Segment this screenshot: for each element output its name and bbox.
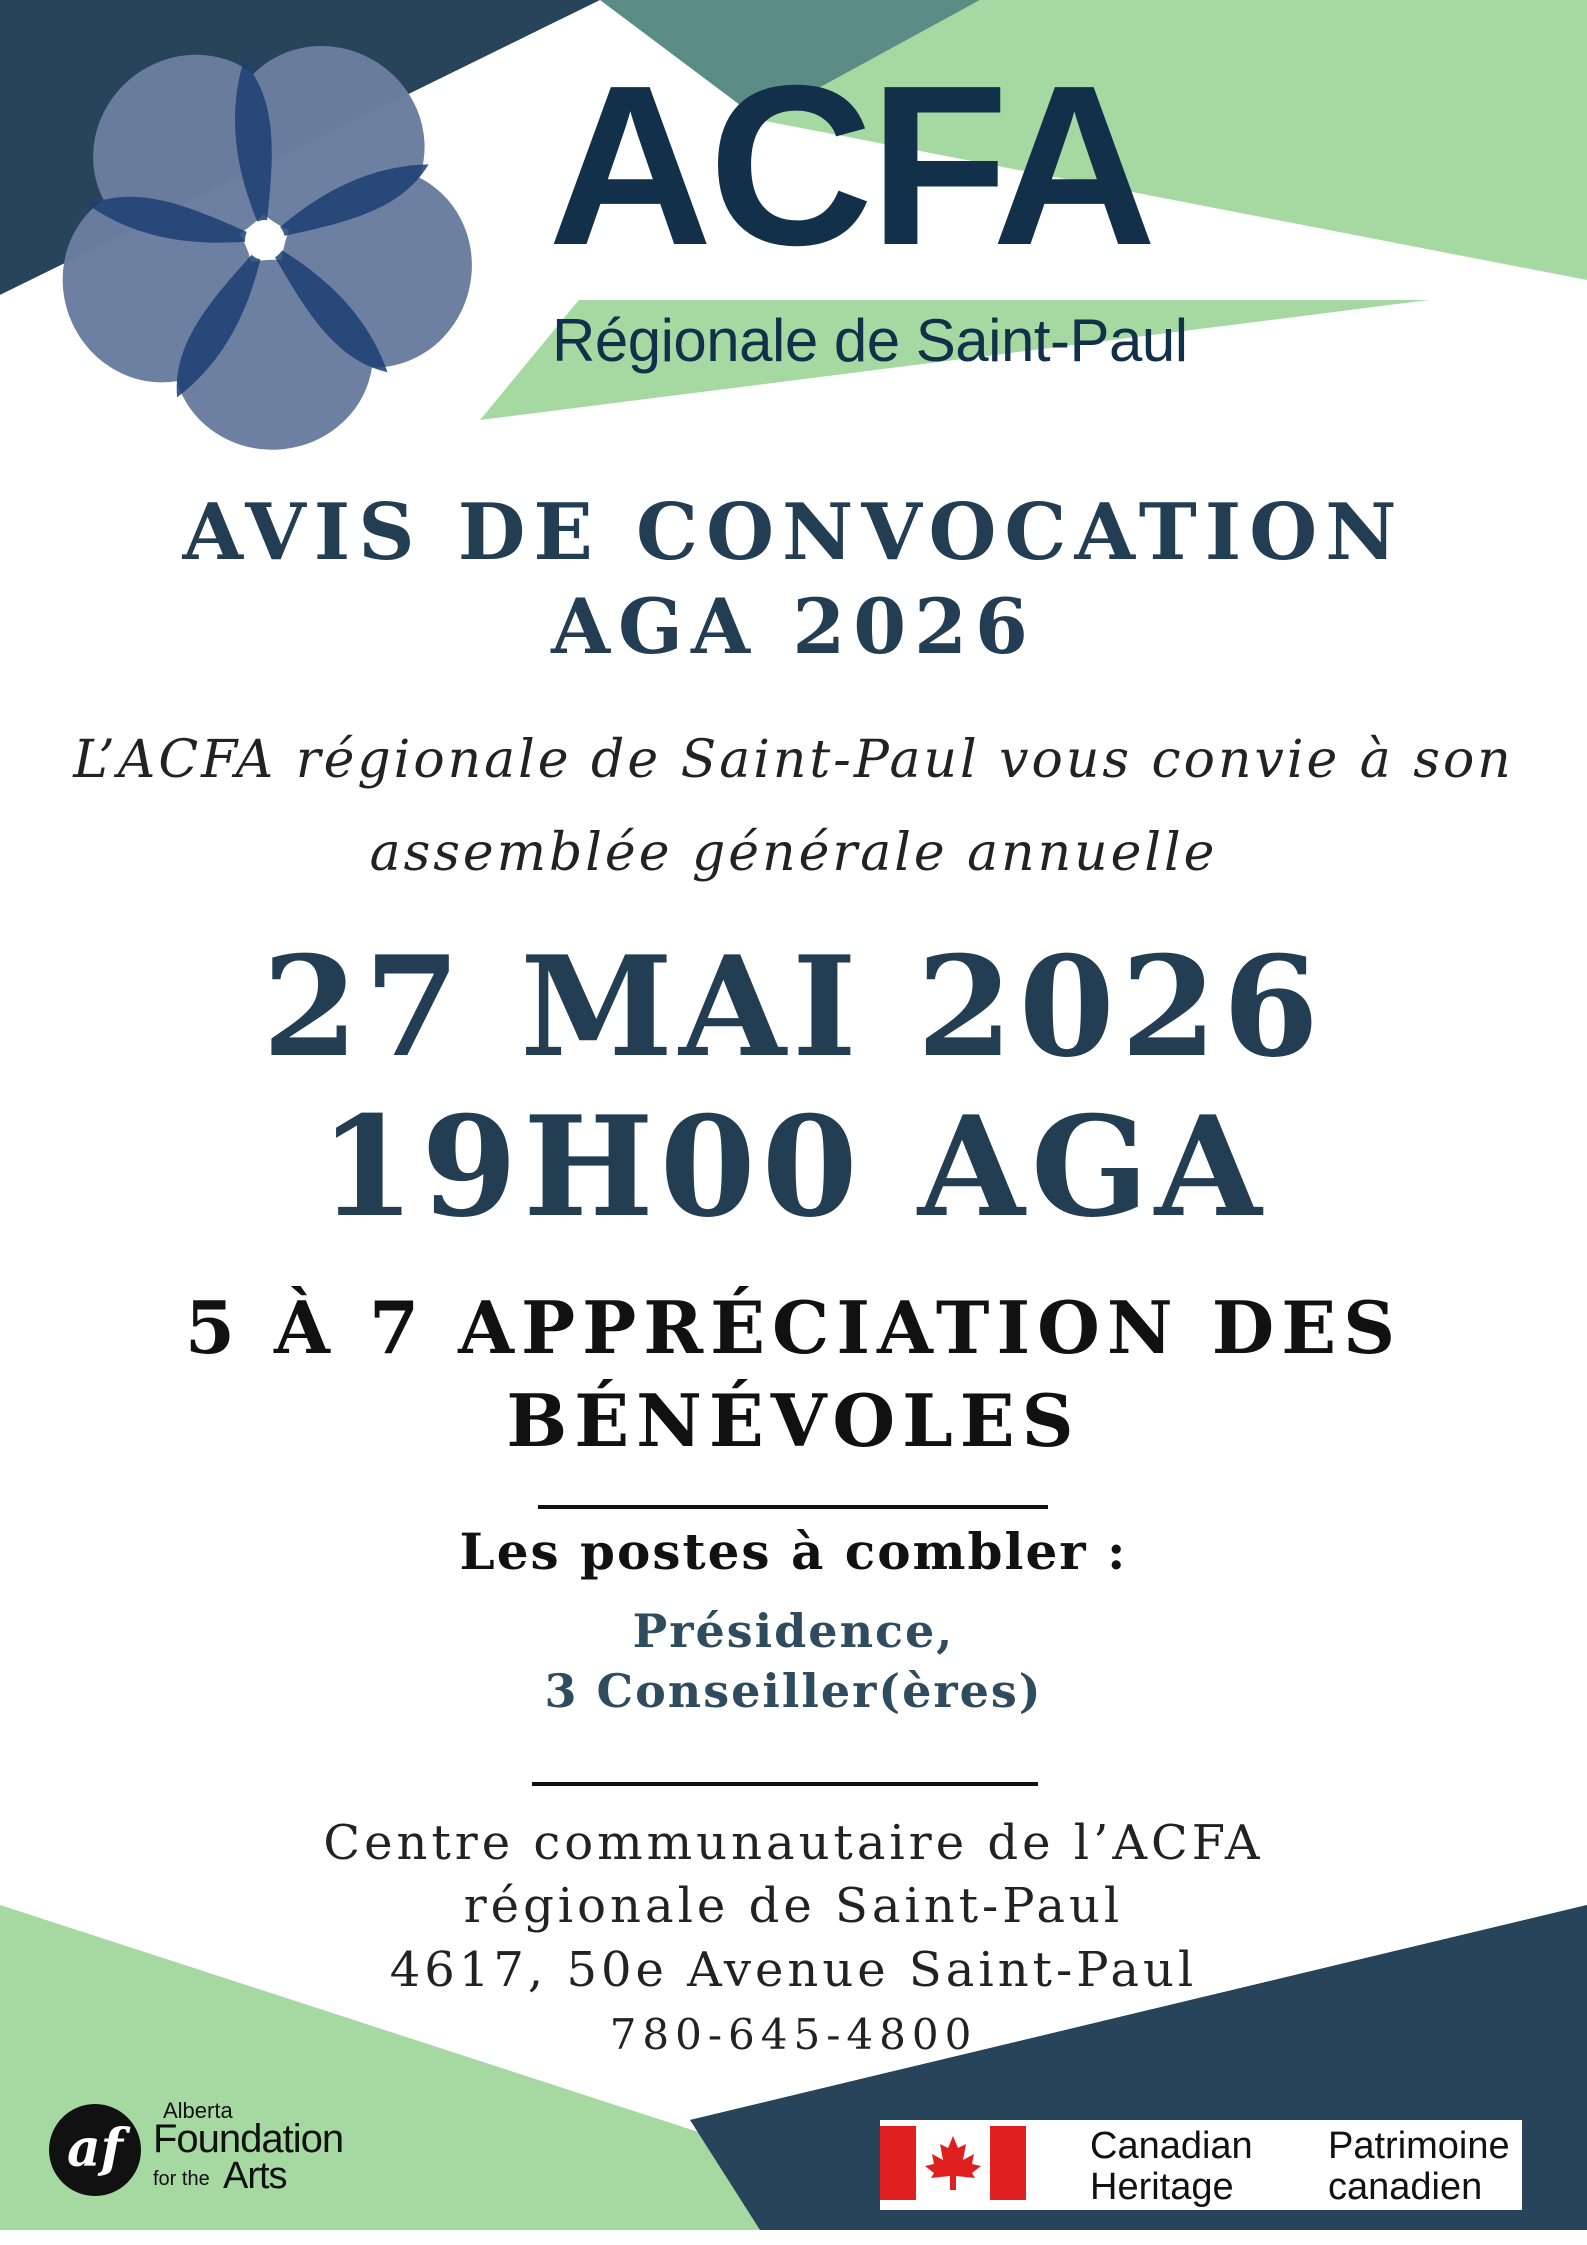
location-line-2: régionale de Saint-Paul: [463, 1878, 1124, 1934]
location-phone: 780-645-4800: [609, 2010, 978, 2059]
canadian-heritage-fr: [1328, 2126, 1510, 2208]
intro-line-2: assemblée générale annuelle: [369, 823, 1218, 883]
position-item: Présidence,: [632, 1604, 955, 1658]
afa-text-foundation: Foundation: [153, 2117, 344, 2161]
afa-text-alberta: Alberta: [163, 2098, 233, 2123]
flower-logo-icon: [55, 30, 475, 450]
brand-subtitle: Régionale de Saint-Paul: [552, 307, 1188, 374]
notice-title-year: AGA 2026: [551, 582, 1036, 671]
canadian-heritage-en: [1090, 2126, 1253, 2208]
divider-top: [538, 1505, 1048, 1509]
notice-title: AVIS DE CONVOCATION: [182, 487, 1405, 578]
volunteers-line-2: BÉNÉVOLES: [506, 1378, 1081, 1463]
event-date: 27 MAI 2026: [262, 925, 1325, 1088]
ch-fr-line-2: canadien: [1328, 2166, 1483, 2208]
positions-heading: Les postes à combler :: [459, 1522, 1128, 1581]
afa-text-forthe: for the: [153, 2168, 210, 2190]
position-item: 3 Conseiller(ères): [544, 1664, 1043, 1718]
ch-fr-line-1: Patrimoine: [1328, 2125, 1510, 2167]
volunteers-line-1: 5 À 7 APPRÉCIATION DES: [184, 1285, 1403, 1370]
location-line-1: Centre communautaire de l’ACFA: [323, 1815, 1264, 1871]
location-address: 4617, 50e Avenue Saint-Paul: [389, 1942, 1198, 1998]
afa-emblem-icon: [45, 2100, 145, 2200]
svg-text:af: af: [66, 2118, 124, 2179]
divider-bottom: [532, 1782, 1038, 1786]
canadian-heritage-logo: [880, 2120, 1522, 2210]
intro-line-1: L’ACFA régionale de Saint-Paul vous convie à son: [73, 730, 1514, 790]
brand-name: ACFA: [548, 39, 1153, 293]
afa-text-arts: Arts: [223, 2155, 287, 2197]
ch-en-line-2: Heritage: [1090, 2166, 1234, 2208]
event-time: 19H00 AGA: [319, 1085, 1268, 1248]
ch-en-line-1: Canadian: [1090, 2125, 1253, 2167]
canada-flag-icon: [880, 2126, 1026, 2200]
afa-logo: [45, 2100, 375, 2200]
